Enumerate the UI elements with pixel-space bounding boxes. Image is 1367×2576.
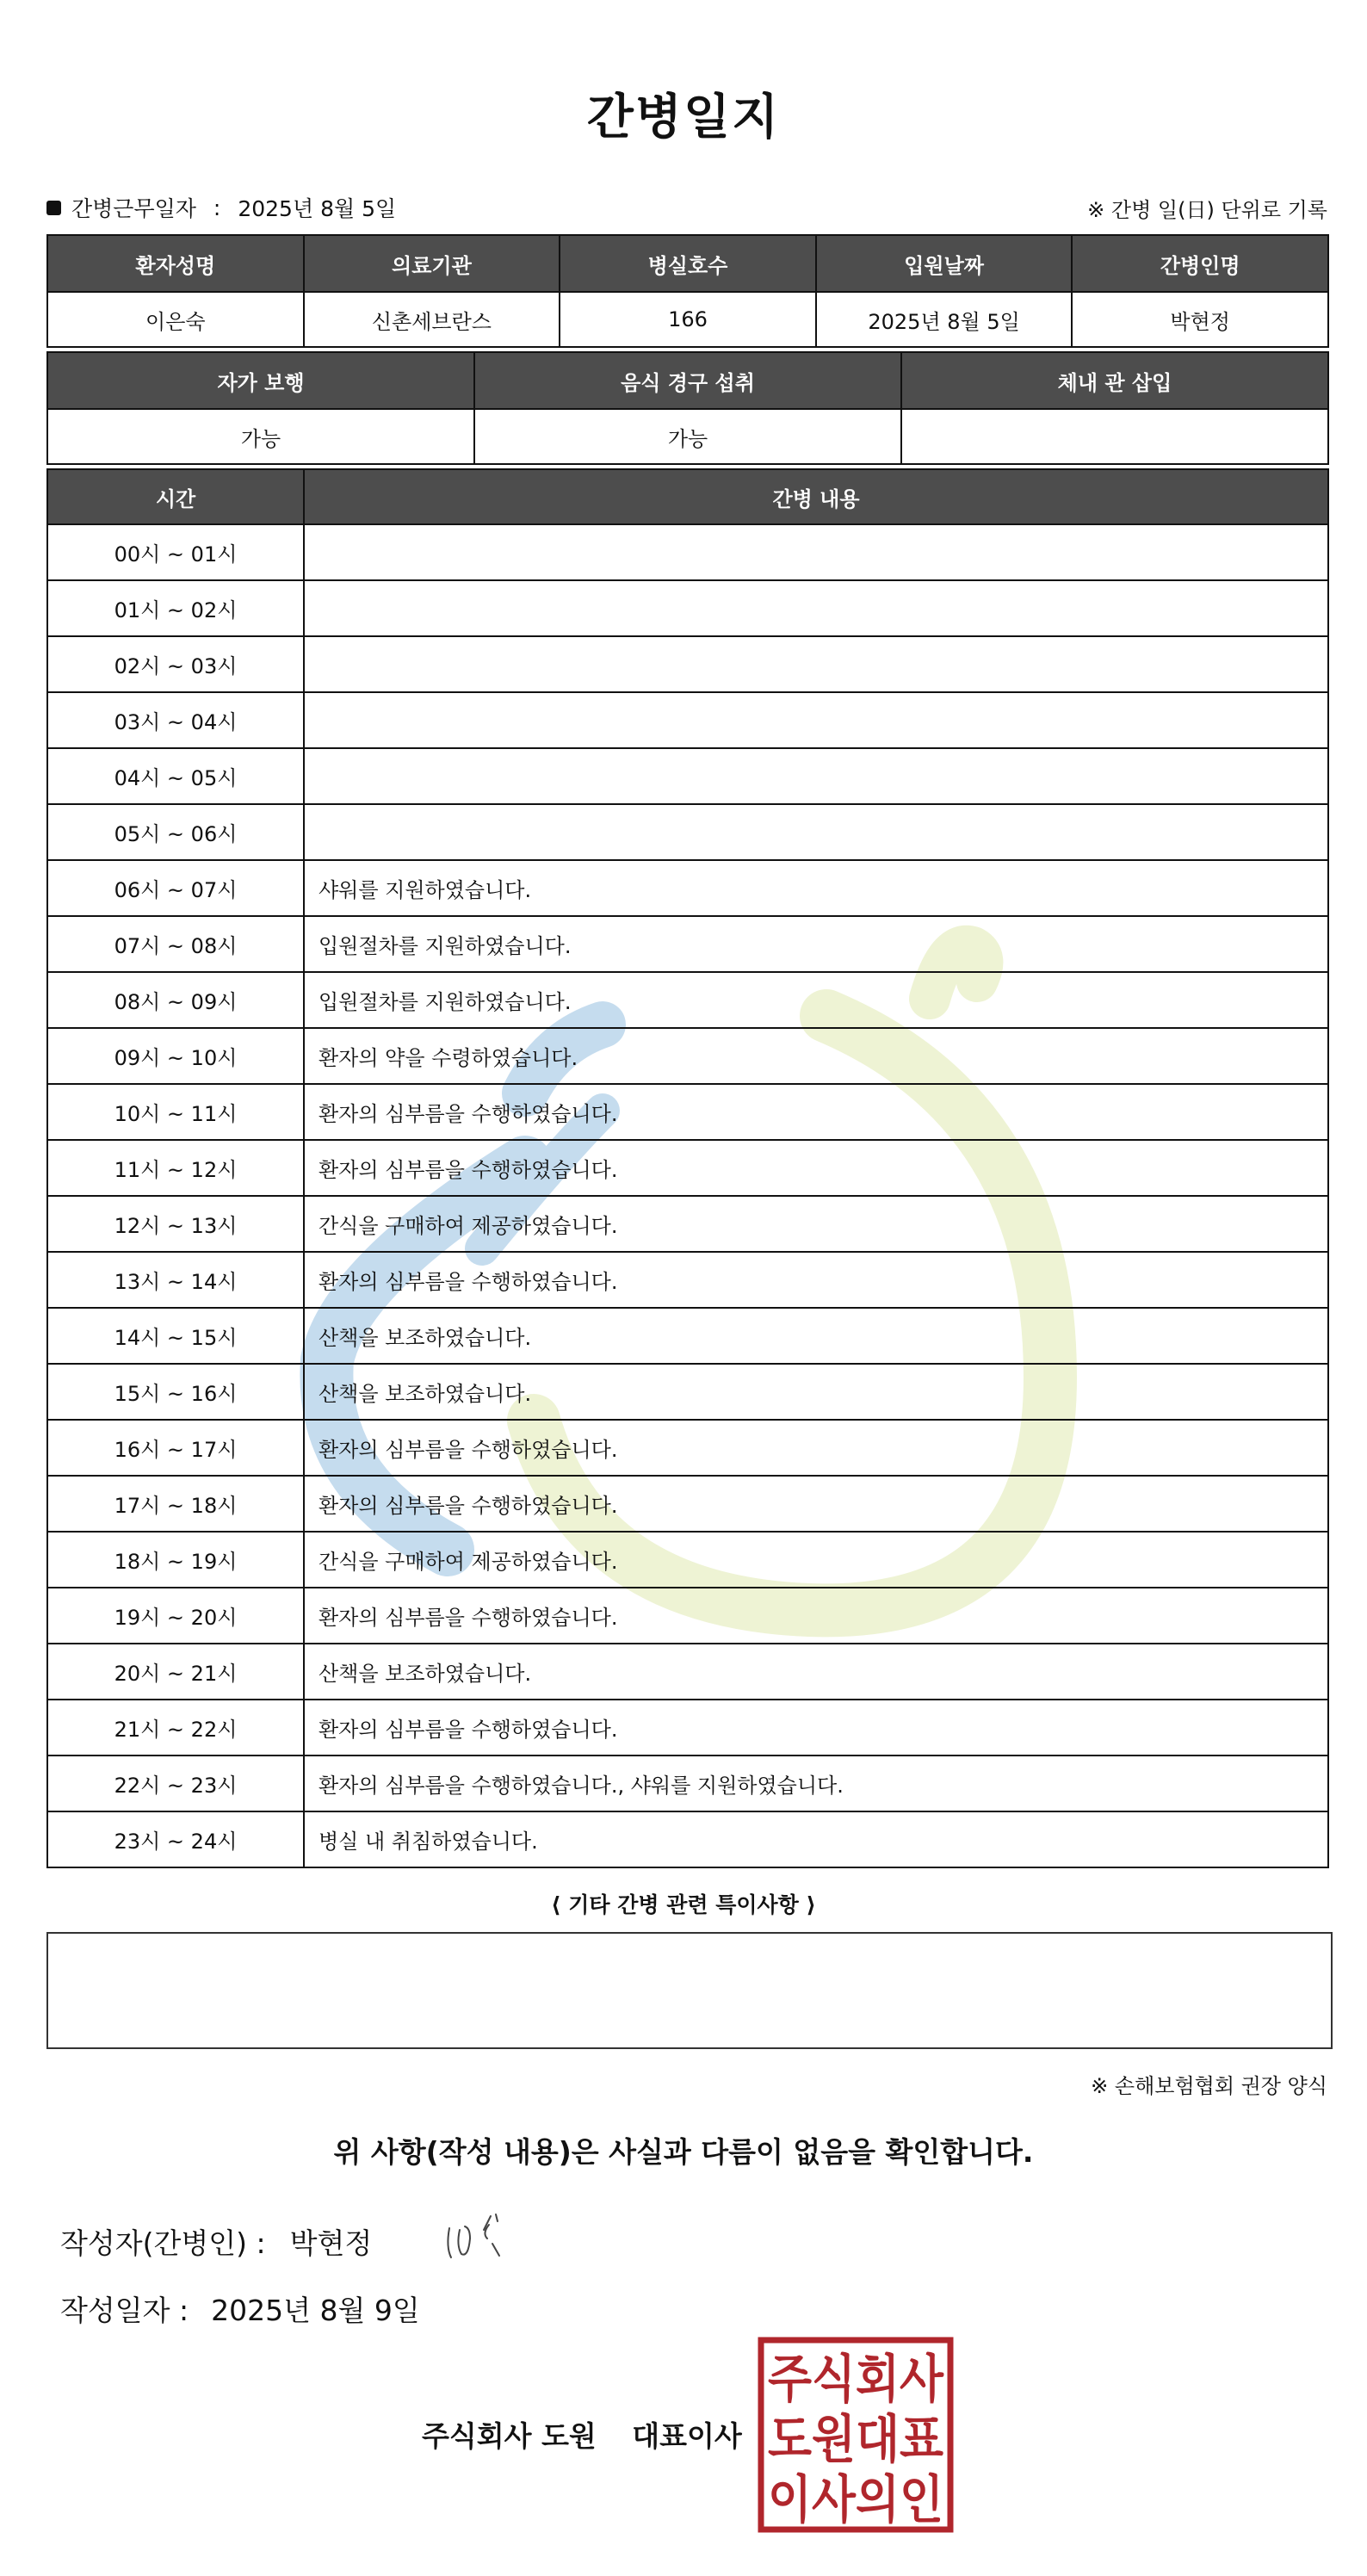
care-row-time: 15시 ~ 16시 xyxy=(47,1364,304,1420)
header-tube-insertion: 체내 관 삽입 xyxy=(901,352,1328,409)
care-row xyxy=(47,748,1328,804)
oral-intake-value: 가능 xyxy=(474,409,901,464)
care-row-time: 17시 ~ 18시 xyxy=(47,1476,304,1532)
care-row-content: 환자의 약을 수령하였습니다. xyxy=(304,1028,1328,1084)
care-row-content: 산책을 보조하였습니다. xyxy=(304,1364,1328,1420)
care-row xyxy=(47,1084,1328,1140)
care-row-time: 20시 ~ 21시 xyxy=(47,1644,304,1700)
care-row-content: 환자의 심부름을 수행하였습니다. xyxy=(304,1420,1328,1476)
care-row-content: 입원절차를 지원하였습니다. xyxy=(304,916,1328,972)
care-row-time: 00시 ~ 01시 xyxy=(47,524,304,580)
care-row xyxy=(47,636,1328,692)
care-row-time: 13시 ~ 14시 xyxy=(47,1252,304,1308)
care-row-content: 입원절차를 지원하였습니다. xyxy=(304,972,1328,1028)
care-row-time: 22시 ~ 23시 xyxy=(47,1756,304,1811)
care-row xyxy=(47,916,1328,972)
company-representative-title: 대표이사 xyxy=(632,2419,742,2453)
company-seal-stamp xyxy=(758,2337,954,2533)
care-row xyxy=(47,860,1328,916)
care-row-content: 간식을 구매하여 제공하였습니다. xyxy=(304,1196,1328,1252)
care-row-content: 환자의 심부름을 수행하였습니다. xyxy=(304,1588,1328,1644)
header-care-content: 간병 내용 xyxy=(304,469,1328,524)
self-walking-value: 가능 xyxy=(47,409,474,464)
header-oral-intake: 음식 경구 섭취 xyxy=(474,352,901,409)
care-row xyxy=(47,972,1328,1028)
care-row xyxy=(47,1196,1328,1252)
writer-line xyxy=(60,2221,372,2262)
tube-insertion-value xyxy=(901,409,1328,464)
care-row xyxy=(47,1140,1328,1196)
confirmation-statement: 위 사항(작성 내용)은 사실과 다름이 없음을 확인합니다. xyxy=(333,2135,1034,2169)
company-line xyxy=(422,2414,742,2455)
status-value-row xyxy=(47,409,1328,464)
care-row-time: 07시 ~ 08시 xyxy=(47,916,304,972)
status-header-row xyxy=(47,352,1328,409)
care-row-time: 01시 ~ 02시 xyxy=(47,580,304,636)
care-row xyxy=(47,1532,1328,1588)
care-row-content xyxy=(304,804,1328,860)
care-row xyxy=(47,1756,1328,1811)
header-patient-name: 환자성명 xyxy=(47,235,304,292)
care-row-time: 11시 ~ 12시 xyxy=(47,1140,304,1196)
care-row-time: 12시 ~ 13시 xyxy=(47,1196,304,1252)
care-row xyxy=(47,804,1328,860)
care-row xyxy=(47,1420,1328,1476)
square-bullet-icon xyxy=(46,201,61,215)
writer-name: 박현정 xyxy=(289,2226,373,2260)
care-row-content: 산책을 보조하였습니다. xyxy=(304,1644,1328,1700)
care-row-time: 09시 ~ 10시 xyxy=(47,1028,304,1084)
care-row-time: 08시 ~ 09시 xyxy=(47,972,304,1028)
write-date-value: 2025년 8월 9일 xyxy=(211,2294,420,2327)
care-row-content xyxy=(304,524,1328,580)
hospital-name: 신촌세브란스 xyxy=(304,292,560,347)
hourly-care-table xyxy=(46,468,1329,1868)
care-row-content: 환자의 심부름을 수행하였습니다. xyxy=(304,1476,1328,1532)
header-room-number: 병실호수 xyxy=(560,235,816,292)
write-date-label: 작성일자 : xyxy=(60,2294,189,2327)
handwritten-signature xyxy=(439,2204,525,2273)
work-date-separator: : xyxy=(213,195,221,220)
care-row-time: 18시 ~ 19시 xyxy=(47,1532,304,1588)
work-date-label: 간병근무일자 xyxy=(71,196,196,221)
care-row-time: 19시 ~ 20시 xyxy=(47,1588,304,1644)
care-row-content: 환자의 심부름을 수행하였습니다. xyxy=(304,1252,1328,1308)
room-number: 166 xyxy=(560,292,816,347)
write-date-line xyxy=(60,2288,420,2329)
header-hospital: 의료기관 xyxy=(304,235,560,292)
header-admission-date: 입원날짜 xyxy=(816,235,1073,292)
association-note: ※ 손해보험협회 권장 양식 xyxy=(1091,2074,1327,2098)
care-row-time: 04시 ~ 05시 xyxy=(47,748,304,804)
care-row-time: 03시 ~ 04시 xyxy=(47,692,304,748)
care-row-content xyxy=(304,748,1328,804)
admission-date: 2025년 8월 5일 xyxy=(816,292,1073,347)
care-row-content: 병실 내 취침하였습니다. xyxy=(304,1811,1328,1867)
day-unit-note: ※ 간병 일(日) 단위로 기록 xyxy=(1087,198,1327,222)
care-row xyxy=(47,580,1328,636)
care-row-content: 환자의 심부름을 수행하였습니다., 샤워를 지원하였습니다. xyxy=(304,1756,1328,1811)
care-row-content xyxy=(304,580,1328,636)
care-row-time: 02시 ~ 03시 xyxy=(47,636,304,692)
care-row-content xyxy=(304,636,1328,692)
caregiver-name: 박현정 xyxy=(1072,292,1328,347)
seal-text-line: 주식회사 xyxy=(768,2350,944,2410)
care-row-content: 환자의 심부름을 수행하였습니다. xyxy=(304,1084,1328,1140)
care-row xyxy=(47,692,1328,748)
care-row xyxy=(47,1700,1328,1756)
header-time: 시간 xyxy=(47,469,304,524)
seal-text-line: 도원대표 xyxy=(768,2410,944,2470)
care-row-time: 16시 ~ 17시 xyxy=(47,1420,304,1476)
header-self-walking: 자가 보행 xyxy=(47,352,474,409)
care-row xyxy=(47,1308,1328,1364)
care-row-content: 환자의 심부름을 수행하였습니다. xyxy=(304,1140,1328,1196)
care-row-time: 10시 ~ 11시 xyxy=(47,1084,304,1140)
care-row xyxy=(47,1364,1328,1420)
care-row xyxy=(47,1644,1328,1700)
patient-status-table xyxy=(46,351,1329,465)
care-row-time: 06시 ~ 07시 xyxy=(47,860,304,916)
document-title: 간병일지 xyxy=(586,90,781,146)
care-row xyxy=(47,1476,1328,1532)
work-date-value: 2025년 8월 5일 xyxy=(238,196,397,221)
seal-text-line: 이사의인 xyxy=(768,2470,943,2530)
care-row-content: 산책을 보조하였습니다. xyxy=(304,1308,1328,1364)
care-row-content xyxy=(304,692,1328,748)
care-row-content: 샤워를 지원하였습니다. xyxy=(304,860,1328,916)
care-row-content: 간식을 구매하여 제공하였습니다. xyxy=(304,1532,1328,1588)
patient-info-table xyxy=(46,234,1329,348)
care-row xyxy=(47,1028,1328,1084)
company-name: 주식회사 도원 xyxy=(422,2419,597,2453)
care-row xyxy=(47,1252,1328,1308)
header-caregiver-name: 간병인명 xyxy=(1072,235,1328,292)
care-row-time: 23시 ~ 24시 xyxy=(47,1811,304,1867)
care-row xyxy=(47,524,1328,580)
patient-name: 이은숙 xyxy=(47,292,304,347)
other-notes-title: ⟨ 기타 간병 관련 특이사항 ⟩ xyxy=(551,1892,816,1917)
care-row-time: 05시 ~ 06시 xyxy=(47,804,304,860)
other-notes-box xyxy=(46,1932,1333,2049)
care-row xyxy=(47,1811,1328,1867)
care-row xyxy=(47,1588,1328,1644)
work-date-line xyxy=(46,192,396,223)
patient-info-value-row xyxy=(47,292,1328,347)
care-row-content: 환자의 심부름을 수행하였습니다. xyxy=(304,1700,1328,1756)
care-header-row xyxy=(47,469,1328,524)
writer-label: 작성자(간병인) : xyxy=(60,2226,266,2260)
patient-info-header-row xyxy=(47,235,1328,292)
care-row-time: 14시 ~ 15시 xyxy=(47,1308,304,1364)
care-row-time: 21시 ~ 22시 xyxy=(47,1700,304,1756)
